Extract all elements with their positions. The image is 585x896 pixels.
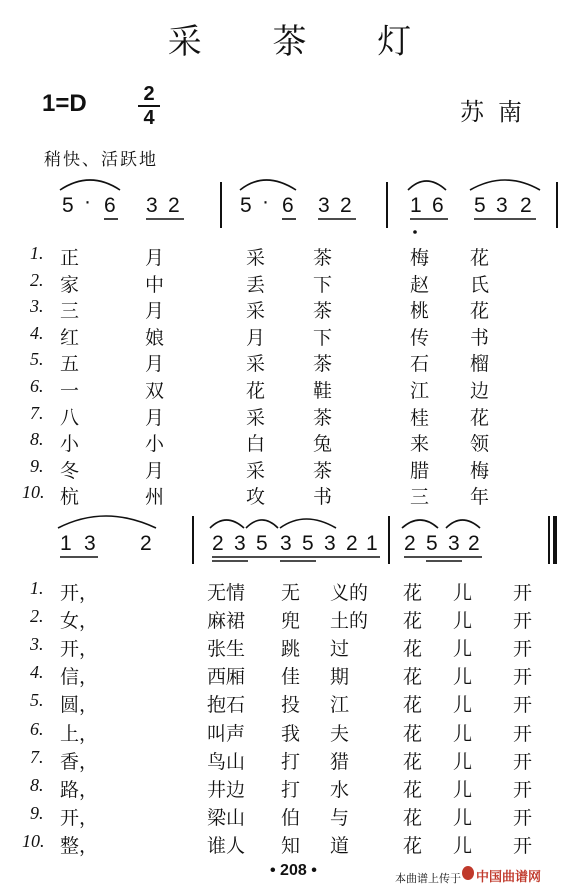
lyric-syllable: 开 [513,834,533,857]
lyric-syllable: 花 [470,247,490,269]
lyric-syllable: 我 [281,722,301,745]
lyric-syllable: 茶 [313,406,333,429]
verse-number: 8. [30,429,44,450]
lyric-syllable: 水 [330,778,350,801]
lyric-syllable: 花 [403,778,423,801]
lyric-syllable: 麻裙 [207,610,246,633]
lyric-syllable: 开 [513,694,533,717]
barline [386,182,388,228]
lyric-syllable: 花 [403,610,423,633]
slur [58,516,156,528]
note: 2 [346,532,358,555]
lyric-syllable: 小 [145,433,165,456]
slur [402,520,438,528]
lyric-syllable: 开 [513,750,533,773]
note: 3 [146,194,158,217]
verse-number: 10. [22,482,45,503]
barline [192,516,194,564]
lyric-syllable: 知 [281,834,301,857]
verse-number: 6. [30,718,44,739]
verse-number: 7. [30,402,44,423]
slur [246,520,278,528]
lyric-syllable: 氏 [470,273,490,296]
lyric-syllable: 采 [246,353,266,376]
slur [446,520,480,528]
time-signature-bottom: 4 [143,107,155,129]
lyric-syllable: 桃 [410,300,430,323]
lyric-syllable: 下 [313,273,333,296]
note: 2 [168,194,180,217]
lyric-syllable: 道 [330,834,350,857]
lyric-syllable: 腊 [410,459,430,482]
lyric-syllable: 冬 [60,459,80,482]
note: 3 [234,532,246,555]
lyric-syllable: 开 [513,638,533,661]
note: 3 [280,532,292,555]
lyric-syllable: 上， [60,722,99,745]
note: 5 [302,532,314,555]
region-label: 苏南 [460,98,536,126]
slur [60,180,120,190]
lyric-syllable: 鸟山 [207,750,246,773]
verse-number: 8. [30,774,44,795]
lyric-syllable: 采 [246,406,266,429]
lyric-syllable: 赵 [410,273,430,296]
lyric-syllable: 儿 [453,778,473,801]
verse-number: 10. [22,830,45,851]
note: 6 [282,194,294,217]
lyric-syllable: 抱石 [207,694,246,717]
key-signature: 1=D [42,90,87,117]
lyric-syllable: 领 [470,433,490,456]
lyric-syllable: 丢 [246,273,266,296]
note: 1 [366,532,378,555]
lyric-syllable: 采 [246,247,266,269]
lyric-syllable: 伯 [281,806,301,829]
lyric-syllable: 正 [60,247,80,269]
note: 3 [318,194,330,217]
note: 5 [256,532,268,555]
verse-number: 3. [30,296,44,317]
lyric-syllable: 圆， [60,694,99,717]
lyric-syllable: 三 [60,300,80,323]
lyric-syllable: 书 [470,326,490,349]
lyric-syllable: 儿 [453,806,473,829]
lyric-syllable: 西厢 [207,666,246,689]
slur [280,519,336,528]
final-barline [548,516,557,564]
note: 2 [212,532,224,555]
lyric-syllable: 无 [281,582,301,604]
lyric-syllable: 来 [410,433,430,456]
lyric-syllable: 土的 [330,610,369,633]
lyric-syllable: 梅 [470,459,490,482]
lyric-syllable: 儿 [453,834,473,857]
slur [210,520,244,528]
lyric-syllable: 八 [60,406,80,429]
note: 6 [104,194,116,217]
lyric-syllable: 梅 [410,247,430,269]
low-octave-dot [413,230,417,234]
lyric-syllable: 榴 [470,353,490,376]
note: 3 [324,532,336,555]
lyric-syllable: 茶 [313,353,333,376]
time-signature-top: 2 [143,83,155,105]
lyric-syllable: 茶 [313,459,333,482]
slur [408,181,446,190]
lyric-syllable: 鞋 [313,380,333,402]
note: 5 [474,194,486,217]
lyric-syllable: 打 [281,778,301,801]
lyric-syllable: 花 [403,694,423,717]
note: 6 [432,194,444,217]
lyric-syllable: 花 [470,300,490,323]
lyric-syllable: 小 [60,433,80,456]
note: 3 [448,532,460,555]
verse-number: 1. [30,578,44,598]
lyric-syllable: 无情 [207,582,246,604]
lyric-syllable: 年 [470,486,490,509]
lyric-syllable: 采 [246,459,266,482]
verse-number: 5. [30,690,44,711]
lyric-syllable: 儿 [453,582,473,604]
lyric-syllable: 儿 [453,666,473,689]
lyric-syllable: 儿 [453,750,473,773]
lyric-syllable: 路， [60,778,99,801]
lyric-syllable: 开 [513,778,533,801]
lyric-syllable: 江 [410,380,430,402]
lyric-syllable: 花 [246,380,266,402]
lyric-syllable: 儿 [453,610,473,633]
lyric-syllable: 江 [330,694,350,717]
lyric-syllable: 采 [246,300,266,323]
lyric-syllable: 州 [145,486,165,509]
verse-number: 9. [30,455,44,476]
lyric-syllable: 张生 [207,638,246,661]
lyric-syllable: 开， [60,806,99,829]
lyric-syllable: 月 [145,353,165,376]
note: 2 [140,532,152,555]
source-note: 本曲谱上传于 [395,872,461,885]
lyric-syllable: 儿 [453,638,473,661]
song-title: 采 茶 灯 [167,22,442,62]
lyric-syllable: 花 [403,582,423,604]
lyric-syllable: 香， [60,750,99,773]
note: 3 [496,194,508,217]
note: 1 [60,532,72,555]
note: 5 [426,532,438,555]
verse-number: 4. [30,662,44,683]
lyric-syllable: 娘 [145,326,165,349]
lyric-syllable: 开 [513,610,533,633]
lyric-syllable: 过 [330,638,350,661]
lyric-syllable: 佳 [281,666,301,689]
lyric-syllable: 传 [410,326,430,349]
verse-number: 7. [30,746,44,767]
page-number: • 208 • [270,862,317,879]
lyric-syllable: 茶 [313,300,333,323]
lyric-syllable: 下 [313,326,333,349]
lyric-syllable: 花 [403,750,423,773]
note: 2 [520,194,532,217]
lyric-syllable: 月 [145,406,165,429]
lyric-syllable: 白 [246,433,266,456]
lyric-syllable: 谁人 [207,834,246,857]
lyric-syllable: 整， [60,834,99,857]
lyric-syllable: 女， [60,610,99,633]
lyric-syllable: 五 [60,353,80,376]
verse-number: 5. [30,349,44,370]
note-dot: · [262,190,269,213]
lyric-syllable: 开 [513,806,533,829]
logo-icon [462,866,474,880]
lyric-syllable: 跳 [281,638,301,661]
lyric-syllable: 井边 [207,778,246,801]
lyric-syllable: 花 [403,666,423,689]
lyric-syllable: 打 [281,750,301,773]
lyric-syllable: 攻 [246,486,266,509]
lyric-syllable: 家 [60,273,80,296]
lyric-syllable: 开 [513,582,533,604]
site-logo: 中国曲谱网 [476,870,542,885]
lyric-syllable: 双 [145,380,165,402]
barline [220,182,222,228]
lyric-syllable: 花 [403,834,423,857]
lyric-syllable: 花 [403,806,423,829]
note: 2 [340,194,352,217]
verse-number: 4. [30,322,44,343]
lyric-syllable: 开 [513,722,533,745]
lyric-syllable: 月 [145,247,165,269]
barline [556,182,558,228]
time-signature [138,84,160,128]
lyric-syllable: 花 [470,406,490,429]
lyric-syllable: 儿 [453,722,473,745]
lyric-syllable: 开 [513,666,533,689]
lyric-syllable: 红 [60,326,80,349]
lyric-syllable: 桂 [410,406,430,429]
lyric-syllable: 信， [60,666,99,689]
note: 1 [410,194,422,217]
lyric-syllable: 梁山 [207,806,246,829]
lyric-syllable: 投 [281,694,301,717]
lyric-syllable: 茶 [313,247,333,269]
lyric-syllable: 杭 [60,486,80,509]
note: 2 [404,532,416,555]
lyric-syllable: 石 [410,353,430,376]
lyric-syllable: 月 [145,459,165,482]
lyric-syllable: 与 [330,806,350,829]
lyric-syllable: 夫 [330,722,350,745]
verse-number: 3. [30,634,44,655]
verse-number: 2. [30,269,44,290]
lyric-syllable: 叫声 [207,722,246,745]
slur [240,180,296,190]
note: 3 [84,532,96,555]
verse-number: 9. [30,802,44,823]
lyric-syllable: 兜 [281,610,301,633]
verse-number: 6. [30,376,44,396]
lyric-syllable: 书 [313,486,333,509]
lyric-syllable: 期 [330,666,350,689]
lyric-syllable: 开， [60,582,99,604]
lyric-syllable: 义的 [330,582,369,604]
verse-number: 2. [30,606,44,627]
lyric-syllable: 兔 [313,433,333,456]
lyric-syllable: 一 [60,380,80,402]
lyric-syllable: 月 [145,300,165,323]
tempo-marking: 稍快、活跃地 [44,150,158,170]
note-dot: · [84,190,91,213]
verse-number: 1. [30,243,44,263]
lyric-syllable: 猎 [330,750,350,773]
lyric-syllable: 月 [246,326,266,349]
note: 5 [240,194,252,217]
slur [470,180,540,190]
lyric-syllable: 边 [470,380,490,402]
lyric-syllable: 花 [403,722,423,745]
lyric-syllable: 开， [60,638,99,661]
note: 5 [62,194,74,217]
barline [388,516,390,564]
lyric-syllable: 花 [403,638,423,661]
note: 2 [468,532,480,555]
lyric-syllable: 三 [410,486,430,509]
lyric-syllable: 中 [145,273,165,296]
lyric-syllable: 儿 [453,694,473,717]
